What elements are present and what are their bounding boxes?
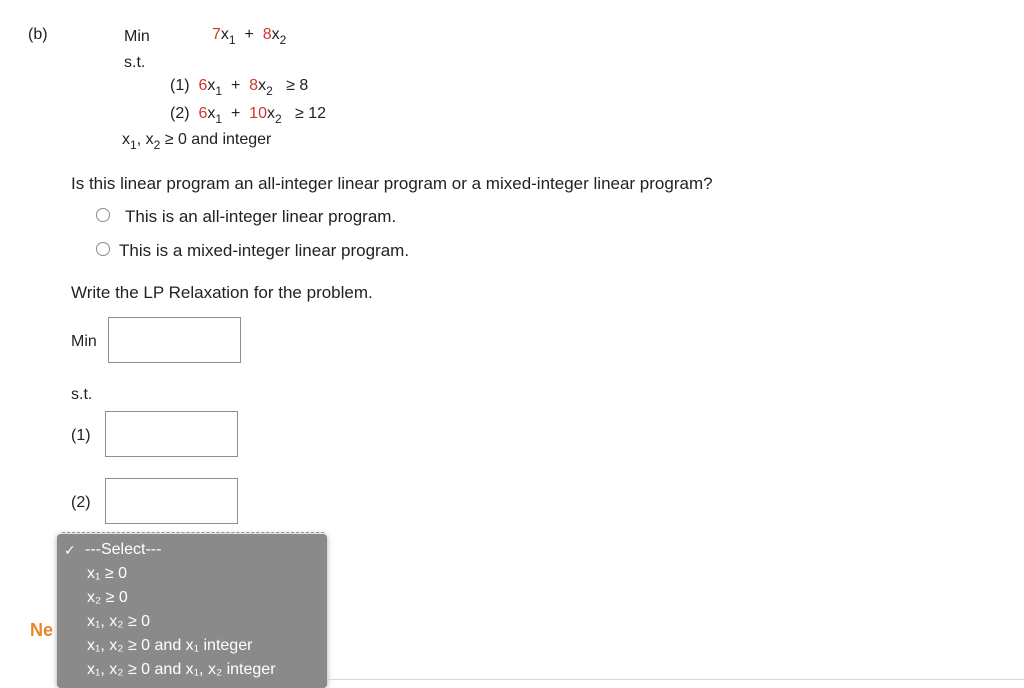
relax-min-label: Min [71,333,97,350]
dropdown-option-x1[interactable]: x₁ ≥ 0 [87,565,127,582]
relax-objective-input[interactable] [108,317,241,363]
nonneg-select-dropdown[interactable] [57,534,327,688]
relax-st-label: s.t. [71,386,93,403]
next-link-partial[interactable]: Ne [30,620,54,640]
option-all-integer-radio[interactable] [96,208,110,222]
select-focus-outline [62,532,324,533]
relaxation-prompt: Write the LP Relaxation for the problem. [71,283,373,302]
relax-constraint-2-label: (2) [71,494,91,511]
option-mixed-integer-label[interactable]: This is a mixed-integer linear program. [119,241,410,260]
option-all-integer-label[interactable]: This is an all-integer linear program. [125,207,397,226]
relax-constraint-1-label: (1) [71,427,91,444]
question-text: Is this linear program an all-integer linear program or a mixed-integer linear program? [71,174,713,193]
objective-coef-2: 8 [262,26,272,43]
part-label: (b) [28,26,48,43]
dropdown-option-x1-integer[interactable]: x₁, x₂ ≥ 0 and x₁ integer [87,637,253,654]
st-label: s.t. [124,54,146,71]
check-icon: ✓ [64,542,76,558]
constraint-1: (1) $6x_1 + 8x_2$ ≥ 8 [170,77,309,98]
objective-coef-1: 7 [212,26,221,43]
nonneg-constraint: $x_1$, $x_2 \ge 0$ and integer [122,131,272,152]
dropdown-option-select[interactable]: ---Select--- [85,541,162,558]
footer-divider [327,679,1024,680]
objective-expression: $7x_1 + 8x_2$ [212,26,287,47]
constraint-2: (2) $6x_1 + 10x_2$ ≥ 12 [170,105,327,126]
relax-constraint-2-input[interactable] [105,478,238,524]
objective-min-label: Min [124,28,150,45]
option-mixed-integer-radio[interactable] [96,242,110,256]
relax-constraint-1-input[interactable] [105,411,238,457]
dropdown-option-x1-x2-integer[interactable]: x₁, x₂ ≥ 0 and x₁, x₂ integer [87,661,276,678]
dropdown-option-x2[interactable]: x₂ ≥ 0 [87,589,128,606]
dropdown-option-x1-x2[interactable]: x₁, x₂ ≥ 0 [87,613,151,630]
